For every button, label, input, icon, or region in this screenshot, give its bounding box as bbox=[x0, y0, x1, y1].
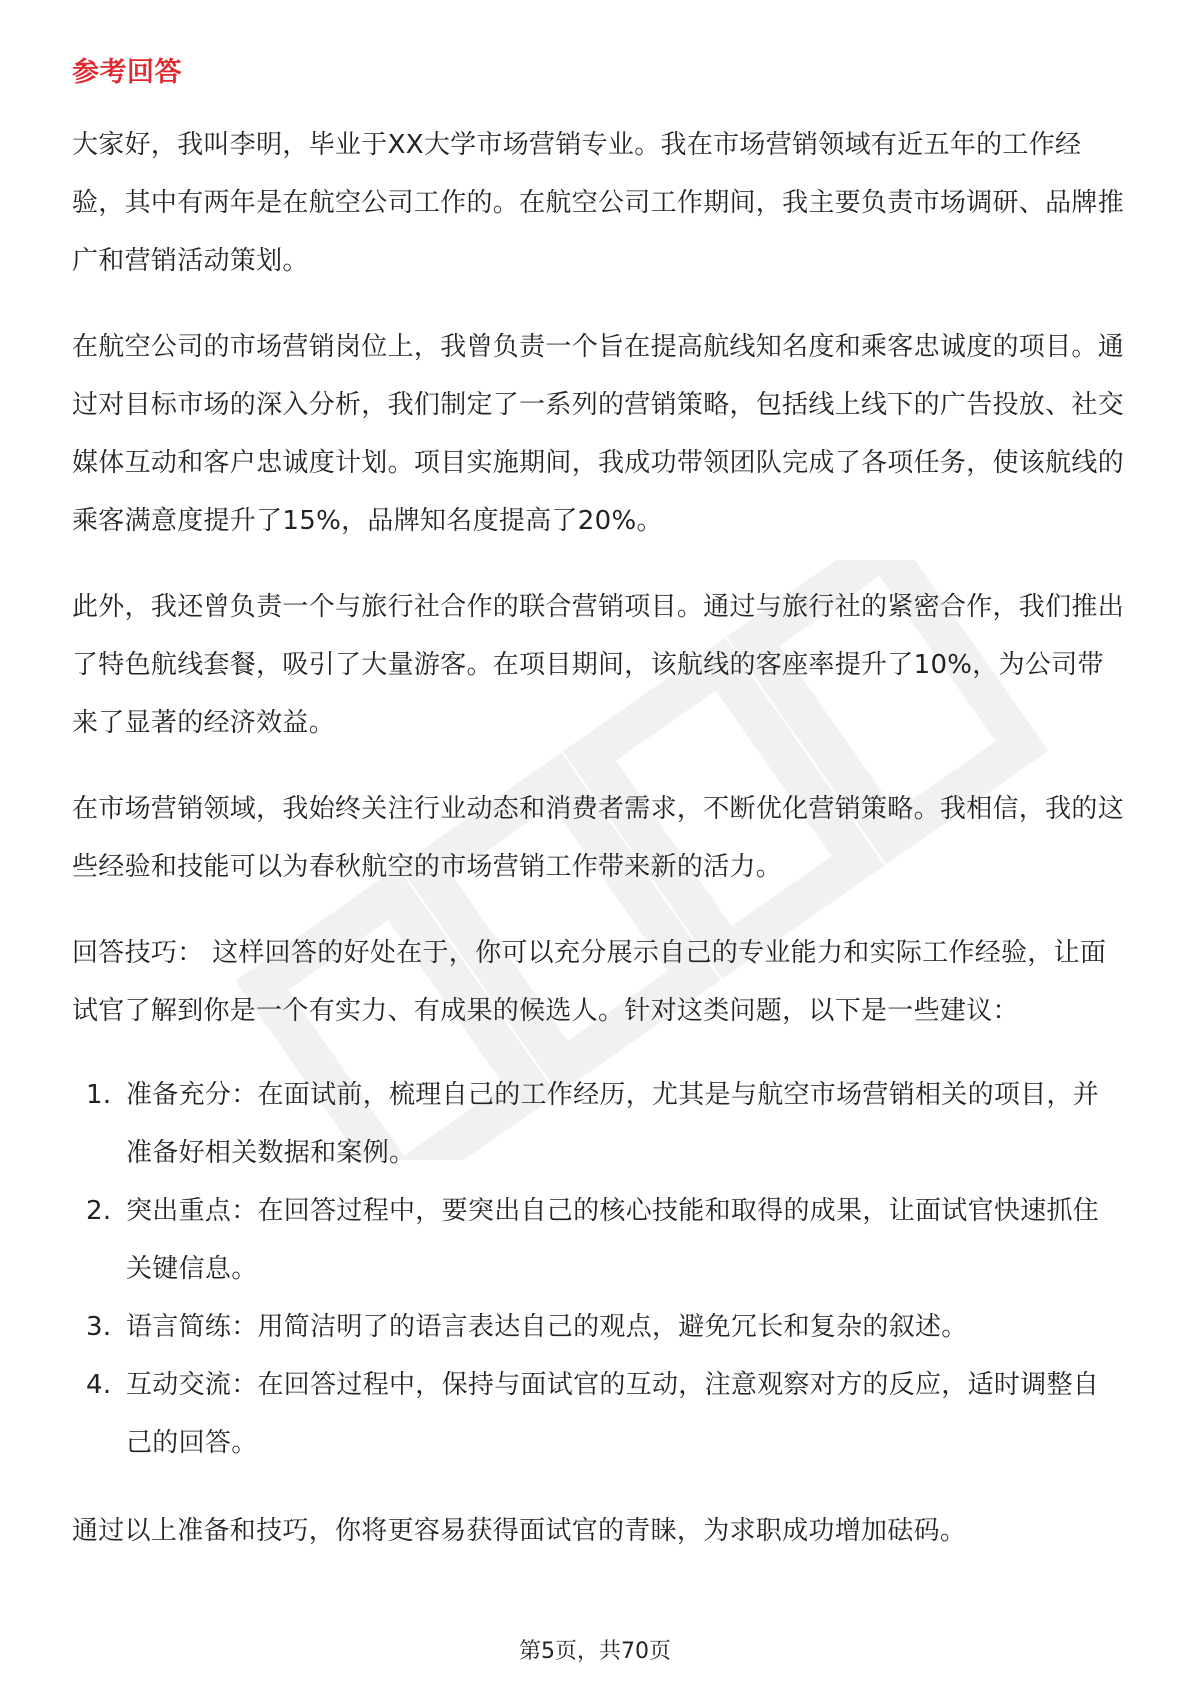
list-number: 2. bbox=[86, 1196, 112, 1226]
page-number-footer: 第5页，共70页 bbox=[519, 1639, 671, 1664]
list-item bbox=[72, 1298, 1124, 1356]
paragraph-summary: 在市场营销领域，我始终关注行业动态和消费者需求，不断优化营销策略。我相信，我的这些经验和技能可以为春秋航空的市场营销工作带来新的活力。 bbox=[72, 794, 1125, 882]
paragraph-partnership: 此外，我还曾负责一个与旅行社合作的联合营销项目。通过与旅行社的紧密合作，我们推出了特色航线套餐，吸引了大量游客。在项目期间，该航线的客座率提升了10%，为公司带来了显著的经济效益。 bbox=[72, 592, 1125, 738]
tips-intro: 回答技巧： 这样回答的好处在于，你可以充分展示自己的专业能力和实际工作经验，让面试官了解到你是一个有实力、有成果的候选人。针对这类问题，以下是一些建议： bbox=[72, 938, 1107, 1026]
closing-paragraph: 通过以上准备和技巧，你将更容易获得面试官的青睐，为求职成功增加砝码。 bbox=[72, 1516, 967, 1546]
list-item-text: 语言简练：用简洁明了的语言表达自己的观点，避免冗长和复杂的叙述。 bbox=[126, 1312, 968, 1342]
list-item bbox=[72, 1182, 1124, 1298]
list-item-text: 互动交流：在回答过程中，保持与面试官的互动，注意观察对方的反应，适时调整自己的回答。 bbox=[126, 1370, 1100, 1458]
list-number: 4. bbox=[86, 1370, 112, 1400]
list-number: 1. bbox=[86, 1080, 112, 1110]
answer-content bbox=[72, 116, 1124, 1560]
list-number: 3. bbox=[86, 1312, 112, 1342]
list-item bbox=[72, 1356, 1124, 1472]
tips-list bbox=[72, 1066, 1124, 1472]
list-item-text: 突出重点：在回答过程中，要突出自己的核心技能和取得的成果，让面试官快速抓住关键信息。 bbox=[126, 1196, 1100, 1284]
paragraph-intro: 大家好，我叫李明，毕业于XX大学市场营销专业。我在市场营销领域有近五年的工作经验，其中有两年是在航空公司工作的。在航空公司工作期间，我主要负责市场调研、品牌推广和营销活动策划。 bbox=[72, 130, 1125, 276]
list-item-text: 准备充分：在面试前，梳理自己的工作经历，尤其是与航空市场营销相关的项目，并准备好相关数据和案例。 bbox=[126, 1080, 1100, 1168]
list-item bbox=[72, 1066, 1124, 1182]
paragraph-project: 在航空公司的市场营销岗位上，我曾负责一个旨在提高航线知名度和乘客忠诚度的项目。通过对目标市场的深入分析，我们制定了一系列的营销策略，包括线上线下的广告投放、社交媒体互动和客户忠诚度计划。项目实施期间，我成功带领团队完成了各项任务，使该航线的乘客满意度提升了15%，品牌知名度提高了20%。 bbox=[72, 332, 1125, 536]
section-heading: 参考回答 bbox=[72, 57, 182, 88]
